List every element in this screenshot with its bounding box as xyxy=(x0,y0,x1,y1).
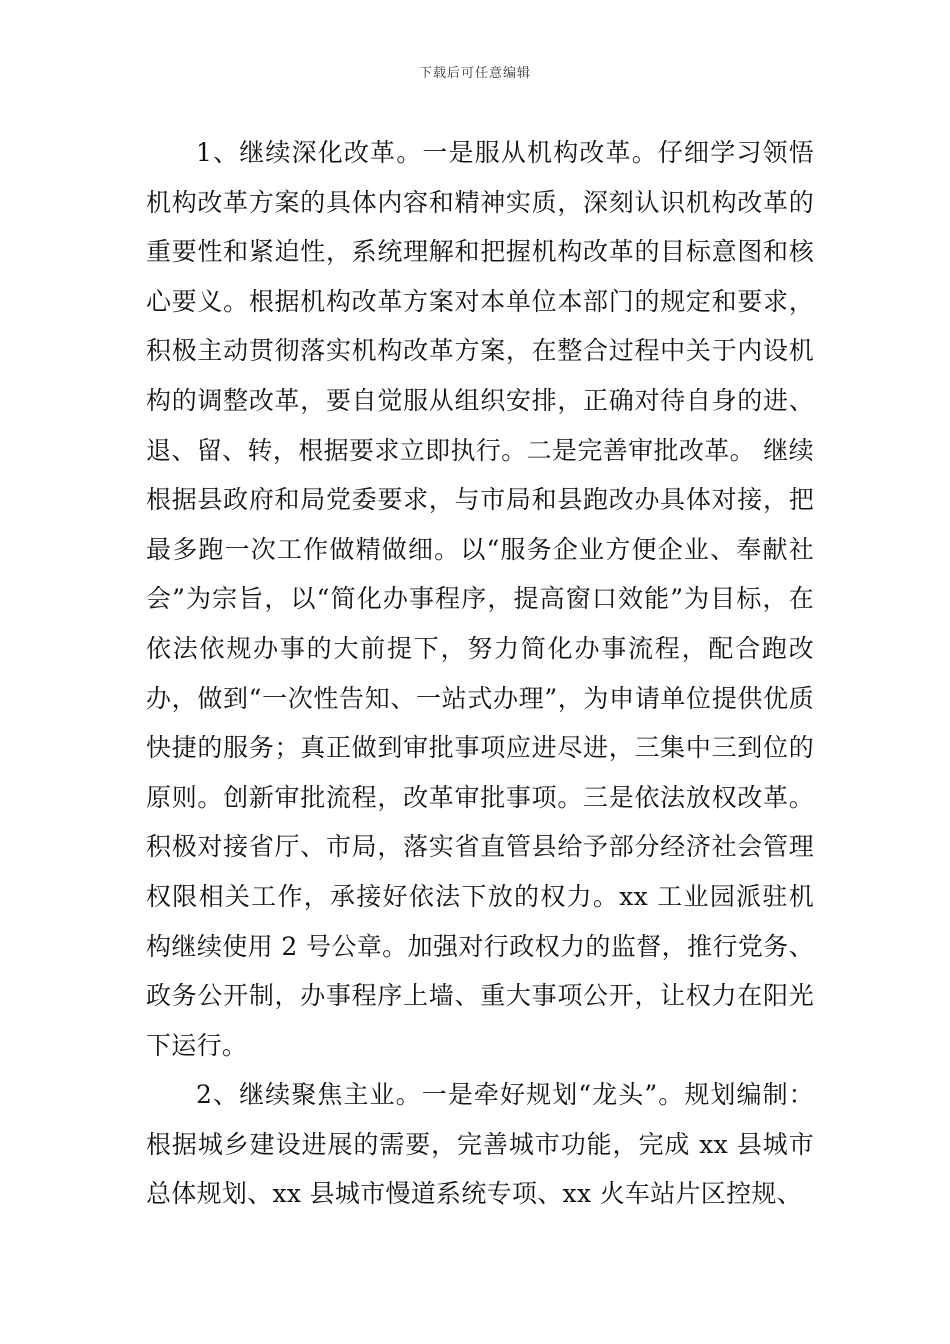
header-note: 下载后可任意编辑 xyxy=(418,66,531,81)
paragraph-2: 2、继续聚焦主业。一是牵好规划“龙头”。规划编制：根据城乡建设进展的需要，完善城市功能，完成 xx 县城市总体规划、xx 县城市慢道系统专项、xx 火车站片区控规、 xyxy=(146,1080,814,1209)
document-body xyxy=(146,128,814,1219)
paragraph-1: 1、继续深化改革。一是服从机构改革。仔细学习领悟机构改革方案的具体内容和精神实质，深刻认识机构改革的重要性和紧迫性，系统理解和把握机构改革的目标意图和核心要义。根据机构改革方案对本单位本部门的规定和要求，积极主动贯彻落实机构改革方案，在整合过程中关于内设机构的调整改革，要自觉服从组织安排，正确对待自身的进、退、留、转，根据要求立即执行。二是完善审批改革。 继续根据县政府和局党委要求，与市局和县跑改办具体对接，把最多跑一次工作做精做细。以“服务企业方便企业、奉献社会”为宗旨，以“简化办事程序，提高窗口效能”为目标，在依法依规办事的大前提下，努力简化办事流程，配合跑改办，做到“一次性告知、一站式办理”，为申请单位提供优质快捷的服务；真正做到审批事项应进尽进，三集中三到位的原则。创新审批流程，改革审批事项。三是依法放权改革。积极对接省厅、市局，落实省直管县给予部分经济社会管理权限相关工作，承接好依法下放的权力。xx 工业园派驻机构继续使用 2 号公章。加强对行政权力的监督，推行党务、政务公开制，办事程序上墙、重大事项公开，让权力在阳光下运行。 xyxy=(146,138,814,1060)
